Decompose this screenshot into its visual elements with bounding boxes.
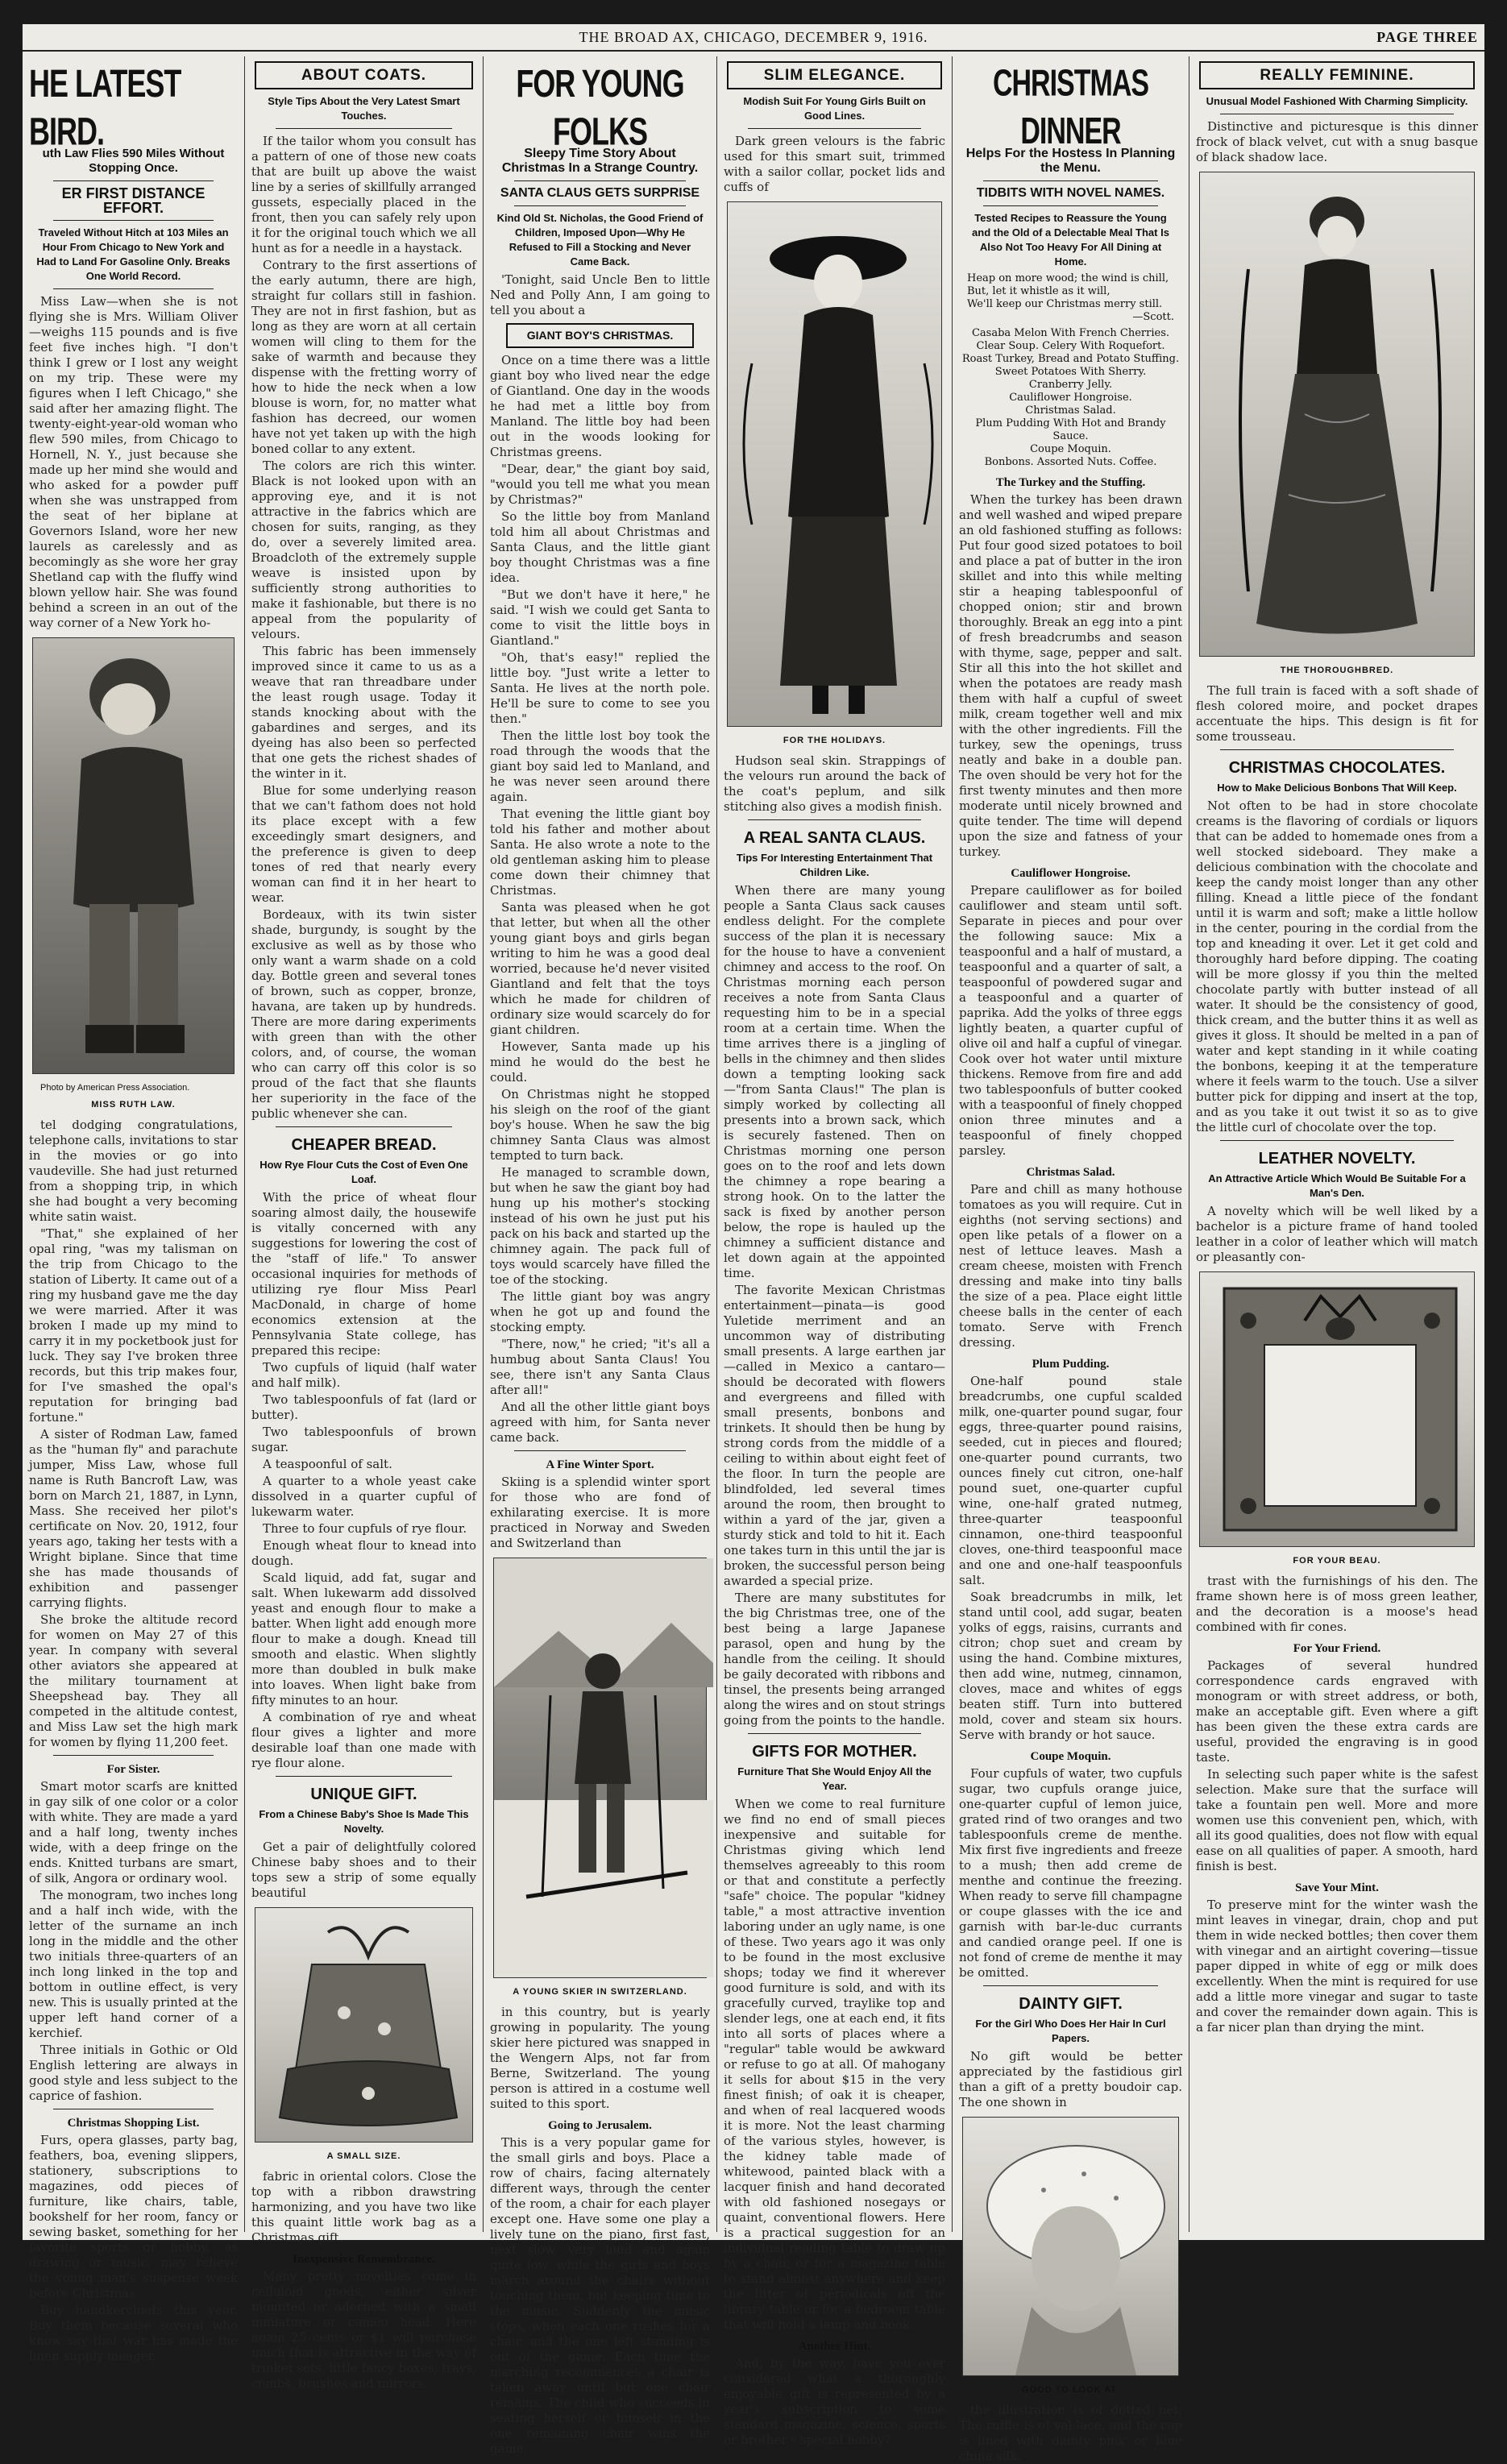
paragraph: Two tablespoonfuls of fat (lard or butter). bbox=[251, 1392, 476, 1422]
section-heading: Plum Pudding. bbox=[1032, 1358, 1110, 1371]
coats-body bbox=[251, 134, 476, 1122]
column-about-coats bbox=[245, 56, 484, 2391]
divider bbox=[53, 288, 214, 289]
woman-cap-icon bbox=[963, 2118, 1185, 2375]
paragraph: When the turkey has been drawn and well washed and wiped prepare an old fashioned stuffing as follows: Put four good sized potatoes to boil and place a pat of butter in the iron skillet and into this while melting stir a heaping tablespoonful of chopped onion; stir and brown thoroughly. Break an egg into a pint of fresh breadcrumbs and season with thyme, sage, pepper and salt. Stir all this into the hot skillet and when the potatoes are ready mash them with half a cupful of sweet milk, cream together well and mix with the other ingredients. Fill the turkey, sew the openings, truss neatly and bake in a double pan. The oven should be very hot for the first twenty minutes and then more moderate until nicely browned and quite tender. The time will depend upon the size and fatness of your turkey. bbox=[959, 492, 1182, 859]
picture-frame-icon bbox=[1200, 1272, 1480, 1546]
santa-body bbox=[724, 883, 945, 1728]
sport-body bbox=[490, 1475, 710, 1551]
menu-item: Cauliflower Hongroise. bbox=[1009, 392, 1132, 404]
deck: Helps For the Hostess In Planning the Menu. bbox=[965, 147, 1176, 175]
column-really-feminine bbox=[1189, 56, 1484, 2232]
paragraph: the illustration is of dotted net. The ruffle is of val lace, and the cap is lined with dainty pink or blue china silk. bbox=[959, 2403, 1182, 2463]
divider bbox=[1220, 749, 1454, 750]
divider bbox=[276, 128, 452, 129]
divider bbox=[276, 1126, 452, 1127]
paragraph: However, Santa made up his mind he would do the best he could. bbox=[490, 1039, 710, 1085]
paragraph: Two cupfuls of liquid (half water and half milk). bbox=[251, 1360, 476, 1390]
coupe-body bbox=[959, 1766, 1182, 1981]
dainty-body-2 bbox=[959, 2403, 1182, 2464]
deck: An Attractive Article Which Would Be Suitable For a Man's Den. bbox=[1208, 1172, 1466, 1199]
paragraph: Three to four cupfuls of rye flour. bbox=[263, 1521, 467, 1536]
poem-line: Heap on more wood; the wind is chill, bbox=[967, 272, 1169, 284]
deck: Style Tips About the Very Latest Smart Touches. bbox=[268, 95, 460, 122]
cauliflower-body bbox=[959, 883, 1182, 1159]
section-heading: Christmas Salad. bbox=[1026, 1166, 1115, 1179]
photo-caption: MISS RUTH LAW. bbox=[91, 1100, 176, 1110]
divider bbox=[983, 1985, 1158, 1986]
dainty-body bbox=[959, 2049, 1182, 2110]
photo-caption: A YOUNG SKIER IN SWITZERLAND. bbox=[513, 1987, 687, 1997]
paragraph: Three initials in Gothic or Old English lettering are always in good style and less subject to the caprice of fashion. bbox=[29, 2043, 238, 2103]
paragraph: Distinctive and picturesque is this dinner frock of black velvet, cut with a snug basque of black shadow lace. bbox=[1196, 119, 1478, 164]
divider bbox=[514, 205, 686, 206]
paragraph: "Dear, dear," the giant boy said, "would you tell me what you mean by Christmas?" bbox=[490, 462, 710, 507]
deck: Sleepy Time Story About Christmas In a Strange Country. bbox=[501, 147, 699, 175]
section-heading: Save Your Mint. bbox=[1295, 1881, 1379, 1894]
section-heading: The Turkey and the Stuffing. bbox=[995, 476, 1146, 489]
paragraph: Furs, opera glasses, party bag, feathers, boa, evening slippers, stationery, subscriptions to magazines, odd pieces of furniture, like chairs, table, bookshelf for her room, fancy or sewing basket, something for her favorite sports or hobby, as drawing or music, may relieve the young man's suspense week before Christmas. bbox=[29, 2133, 238, 2300]
paragraph: A combination of rye and wheat flour gives a lighter and more desirable loaf than one made with rye flour alone. bbox=[251, 1710, 476, 1770]
paragraph: Hudson seal skin. Strappings of the velours run around the back of the coat's peplum, and silk stitching also gives a modish finish. bbox=[724, 753, 945, 814]
section-headline: UNIQUE GIFT. bbox=[310, 1786, 417, 1803]
paragraph: The colors are rich this winter. Black is not looked upon with an approving eye, and it is not attractive in the fabrics which are chosen for suits, ranging, as they do, over a severely limited area. Broadcloth of the extremely supple weave is insisted upon by sufficiently strong authorities to make it fashionable, but there is no appeal from the popularity of velours. bbox=[251, 458, 476, 641]
gift-body-2 bbox=[251, 2169, 476, 2246]
headline: HE LATEST BIRD. bbox=[29, 60, 181, 154]
paragraph: Scald liquid, add fat, sugar and salt. When lukewarm add dissolved yeast and enough flour to make a batter. When light add enough more flour to make a dough. Knead till smooth and elastic. When slightly more than doubled in bulk make into loaves. When light bake from fifty minutes to an hour. bbox=[251, 1570, 476, 1707]
newspaper-page bbox=[23, 24, 1484, 2463]
page-number: PAGE THREE bbox=[1376, 29, 1478, 45]
photo-caption: FOR YOUR BEAU. bbox=[1293, 1556, 1381, 1566]
divider bbox=[748, 819, 921, 820]
column-christmas-dinner bbox=[953, 56, 1189, 2463]
paragraph: Buy handkerchiefs this year. Buy them because several who know say that war has made the linen supply meager. bbox=[29, 2303, 238, 2363]
photo-caption: FOR THE HOLIDAYS. bbox=[783, 736, 886, 745]
hint-body bbox=[724, 2356, 945, 2448]
deck-2: Kind Old St. Nicholas, the Good Friend of Children, Imposed Upon—Why He Refused to Fill a Stocking and Never Came Back. bbox=[496, 212, 704, 268]
section-heading: Inexpensive Remembrance. bbox=[293, 2253, 435, 2266]
divider bbox=[1220, 1140, 1454, 1141]
deck: Traveled Without Hitch at 103 Miles an Hour From Chicago to New York and Had to Land For Gasoline Only. Breaks One World Record. bbox=[36, 226, 230, 282]
illustration-leather-frame bbox=[1199, 1271, 1475, 1547]
divider bbox=[983, 205, 1158, 206]
menu-item: Casaba Melon With French Cherries. bbox=[971, 327, 1170, 339]
paragraph: fabric in oriental colors. Close the top with a ribbon drawstring harmonizing, and you have two like this quaint little work bag as a Christmas gift. bbox=[251, 2169, 476, 2245]
section-headline: LEATHER NOVELTY. bbox=[1258, 1150, 1416, 1168]
chocolate-body bbox=[1196, 799, 1478, 1135]
deck: Furniture That She Would Enjoy All the Year. bbox=[737, 1765, 932, 1792]
paragraph: "There, now," he cried; "it's all a humbug about Santa Claus! You see, there isn't any Santa Claus after all!" bbox=[490, 1337, 710, 1397]
section-heading: Christmas Shopping List. bbox=[67, 2117, 200, 2130]
work-bag-icon bbox=[255, 1908, 480, 2142]
section-heading: Cauliflower Hongroise. bbox=[1011, 867, 1131, 880]
dinner-frock-figure-icon bbox=[1200, 172, 1480, 656]
deck: Unusual Model Fashioned With Charming Simplicity. bbox=[1206, 95, 1468, 107]
article-body-2 bbox=[29, 1118, 238, 1750]
paragraph: Bordeaux, with its twin sister shade, burgundy, is sought by the exclusive as well as by those who only want a warm shade on a cold day. Bottle green and several tones of brown, such as copper, bronze, havana, are taken up by hundreds. There are more daring experiments with green than with the other colors, and, of course, the woman who can carry off this color is so proud of the fact that she flaunts her superiority in the face of the public whenever she can. bbox=[251, 907, 476, 1121]
menu-item: Sweet Potatoes With Sherry. bbox=[994, 366, 1147, 378]
column-young-folks bbox=[484, 56, 717, 2456]
column-latest-bird bbox=[23, 56, 245, 2363]
leather-body bbox=[1196, 1204, 1478, 1265]
paragraph: Once on a time there was a little giant boy who lived near the edge of Giantland. One day in the woods he had met a little boy from Manland. The little boy had been out in the woods looking for Christmas greens. bbox=[490, 353, 710, 459]
photo-ruth-law bbox=[32, 637, 235, 1074]
menu-item: Plum Pudding With Hot and Brandy Sauce. bbox=[975, 417, 1166, 442]
section-headline: DAINTY GIFT. bbox=[1019, 1995, 1123, 2013]
deck: From a Chinese Baby's Shoe Is Made This Novelty. bbox=[259, 1808, 469, 1835]
paragraph: A novelty which will be well liked by a bachelor is a picture frame of hand tooled leather in a color of leather which will match or pleasantly con- bbox=[1196, 1204, 1478, 1264]
paragraph: Pare and chill as many hothouse tomatoes as you will require. Cut in eighths (not serving sections) and open like petals of a flower on a nest of lettuce leaves. Mash a cream cheese, moisten with French dressing and make into tiny balls the size of a pea. Place eight little cheese balls in the center of each tomato. Serve with French dressing. bbox=[959, 1182, 1182, 1350]
paragraph: No gift would be better appreciated by the fastidious girl than a gift of a pretty boudoir cap. The one shown in bbox=[959, 2049, 1182, 2109]
divider bbox=[983, 180, 1158, 181]
section-heading: Another Hint. bbox=[798, 2340, 871, 2353]
paragraph: On Christmas night he stopped his sleigh on the roof of the giant boy's house. When he saw the big chimney Santa Claus was almost tempted to turn back. bbox=[490, 1087, 710, 1163]
section-headline: CHEAPER BREAD. bbox=[291, 1136, 437, 1154]
paragraph: Santa was pleased when he got that letter, but when all the other young giant boys and girls began writing to him he was a good deal worried, because he'd never visited Giantland and felt that the toys which he made for children of ordinary size would scarcely do for giant children. bbox=[490, 900, 710, 1037]
mother-body bbox=[724, 1797, 945, 2333]
divider bbox=[748, 1733, 921, 1734]
intro bbox=[1196, 119, 1478, 165]
mint-body bbox=[1196, 1898, 1478, 2035]
paragraph: Contrary to the first assertions of the early autumn, there are high, straight fur collars still in fashion. They are not in first fashion, but as long as they are worn at all certain women will cling to them for the sake of warmth and because they dispense with the fretting worry of how to hide the neck when a low blouse is worn, for, no matter what fashion has decreed, our women have not yet taken up with the high boned collar to any extent. bbox=[251, 258, 476, 456]
paragraph: She broke the altitude record for women on May 27 of this year. In company with several other aviators she appeared at the military tournament at Sheepshead bay. They all competed in the altitude contest, and Miss Law set the high mark for women by flying 11,200 feet. bbox=[29, 1612, 238, 1749]
paragraph: A sister of Rodman Law, famed as the "human fly" and parachute jumper, Miss Law, whose full name is Ruth Bancroft Law, was born on March 21, 1887, in Lynn, Mass. She received her pilot's certificate on Nov. 20, 1912, four years ago, taking her tests with a Wright biplane. Since that time she has made thousands of exhibition and passenger carrying flights. bbox=[29, 1427, 238, 1610]
columns bbox=[23, 56, 1484, 2463]
paragraph: So the little boy from Manland told him all about Christmas and Santa Claus, and the little giant boy thought Christmas was a fine idea. bbox=[490, 509, 710, 585]
paragraph: Smart motor scarfs are knitted in gay silk of one color or a color with white. They are made a yard and a half long, twenty inches wide, with a deep fringe on the ends. Knitted turbans are smart, of silk, Angora or ordinary wool. bbox=[29, 1779, 238, 1885]
section-headline: GIFTS FOR MOTHER. bbox=[752, 1743, 917, 1761]
inexp-body bbox=[251, 2269, 476, 2391]
headline: FOR YOUNG FOLKS bbox=[516, 60, 684, 154]
frock-body bbox=[1196, 683, 1478, 745]
leather-body-2 bbox=[1196, 1574, 1478, 1635]
paragraph: "But we don't have it here," he said. "I wish we could get Santa to come to visit the little boys in Giantland." bbox=[490, 587, 710, 648]
poem-line: We'll keep our Christmas merry still. bbox=[967, 298, 1163, 310]
paragraph: Packages of several hundred correspondence cards engraved with monogram or with street address, or both, make an acceptable gift. Even where a gift has been given the these extra cards are useful, provided the engraving is in good taste. bbox=[1196, 1658, 1478, 1765]
friend-body bbox=[1196, 1658, 1478, 1874]
column-slim-elegance bbox=[717, 56, 953, 2447]
paragraph: The monogram, two inches long and a half inch wide, with the letter of the surname an inch long in the middle and the other two initials three-quarters of an inch long linked in the top and bottom in outline effect, is very new. This is usually printed at the upper left hand corner of a kerchief. bbox=[29, 1888, 238, 2040]
illustration-girl-suit bbox=[727, 201, 942, 727]
section-headline: CHRISTMAS CHOCOLATES. bbox=[1228, 759, 1446, 777]
photo-credit: Photo by American Press Association. bbox=[40, 1083, 190, 1093]
headline: CHRISTMAS DINNER bbox=[992, 63, 1149, 152]
deck: How Rye Flour Cuts the Cost of Even One Loaf. bbox=[259, 1159, 468, 1185]
suit-body bbox=[724, 753, 945, 815]
jerusalem-body bbox=[490, 2135, 710, 2457]
section-heading: For Your Friend. bbox=[1293, 1642, 1381, 1655]
divider bbox=[514, 1450, 686, 1451]
subhead: TIDBITS WITH NOVEL NAMES. bbox=[976, 186, 1165, 200]
paragraph: Dark green velours is the fabric used for this smart suit, trimmed with a sailor collar, pocket lids and cuffs of bbox=[724, 134, 945, 194]
paragraph: Enough wheat flour to knead into dough. bbox=[251, 1538, 476, 1568]
paragraph: Blue for some underlying reason that we can't fathom does not hold its place except with a few exceedingly smart designers, and the preference is given to deep tones of red that nearly every woman can find it in her heart to wear. bbox=[251, 783, 476, 905]
paragraph: When we come to real furniture we find no end of small pieces inexpensive and suitable for Christmas giving which lend themselves agreeably to this room or that and constitute a perfectly "safe" choice. The popular "kidney table," a most attractive invention laboring under an ugly name, is one of these. Two years ago it was only to be found in the most exclusive shops; today we find it wherever good furniture is sold, and with its gracefully curved, traylike top and slender legs, one at each end, it fits into all sorts of places where a "regular" table would be awkward or refuse to go at all. Of mahogany it sells for about $15 in the very finest finish; of oak it is cheaper, and when of real lacquered woods it is more. Not the least charming of the various styles, however, is the kidney table made of whitewood, painted black with a lacquer finish and hand decorated with old fashioned nosegays or quaint, conventional flowers. Here is a practical suggestion for an individual reading table to draw up by a chair, or for a magazine table to stand almost anywhere and keep the litter of periodicals off the library table or for a bedroom table that will hold a lamp and book. bbox=[724, 1797, 945, 2332]
photo-caption: THE THOROUGHBRED. bbox=[1280, 666, 1394, 675]
paragraph: A teaspoonful of salt. bbox=[263, 1457, 392, 1471]
paragraph: Many pretty novelties come in celluloid goods, either silver mounted or adorned with a small miniature or cameo head. Here again 25 cents or $1 will purchase much that is attractive in the way of trinket sets, little fancy boxes, trays, combs, brushes and mirrors. bbox=[251, 2269, 476, 2391]
paragraph: Miss Law—when she is not flying she is Mrs. William Oliver—weighs 115 pounds and is five feet five inches high. "I don't think I grew or I lost any weight on my trip. These were my figures when I left Chicago," she said after her amazing flight. The twenty-eight-year-old woman who flew 590 miles, from Chicago to Hornell, N. Y., just because she made up her mind she would and who asked for a powder puff when she was unstrapped from the seat of her biplane at Governors Island, wore her new laurels as carelessly and as becomingly as she wore her gray Shetland cap with the fluffy wind blown yellow hair. She was found behind a screen in an out of the way corner of a New York ho- bbox=[29, 294, 238, 630]
deck-2: Tested Recipes to Reassure the Young and the Old of a Delectable Meal That Is Also Not Too Heavy For All Dining at Home. bbox=[972, 212, 1169, 268]
paragraph: Then the little lost boy took the road through the woods that the giant boy said led to Manland, and he was never seen around there again. bbox=[490, 728, 710, 804]
menu-item: Christmas Salad. bbox=[1025, 404, 1116, 417]
paragraph: He managed to scramble down, but when he saw the giant boy had hung up his mother's stocking instead of his own he just put his pack on his back and started up the chimney again. The pack full of toys would scarcely have filled the toe of the stocking. bbox=[490, 1165, 710, 1287]
paragraph: One-half pound stale breadcrumbs, one cupful scalded milk, one-quarter pound sugar, four eggs, three-quarter pound raisins, seeded, cut in pieces and floured; one-quarter pound currants, two ounces finely cut citron, one-half pound suet, one-quarter cupful wine, one-half grated nutmeg, three-quarter teaspoonful cinnamon, one-third teaspoonful cloves, one-third teaspoonful mace and one and one-half teaspoonfuls salt. bbox=[959, 1374, 1182, 1587]
deck: How to Make Delicious Bonbons That Will Keep. bbox=[1217, 782, 1457, 794]
paragraph: Soak breadcrumbs in milk, let stand until cool, add sugar, beaten yolks of eggs, raisins, currants and citron; chop suet and cream by using the hand. Combine mixtures, then add wine, nutmeg, cinnamon, cloves, mace and whites of eggs beaten stiff. Turn into buttered mold, cover and steam six hours. Serve with brandy or hot sauce. bbox=[959, 1590, 1182, 1742]
menu-list bbox=[959, 327, 1182, 469]
skier-figure-icon bbox=[494, 1558, 713, 1977]
paragraph: In selecting such paper white is the safest selection. Make sure that the surface will take a fountain pen well. More and more women use this convenient pen, which, with all its good qualities, does not flow with equal ease on all qualities of paper. A smooth, hard finish is best. bbox=[1196, 1767, 1478, 1873]
deck: For the Girl Who Does Her Hair In Curl Papers. bbox=[975, 2018, 1166, 2044]
story-title-box: GIANT BOY'S CHRISTMAS. bbox=[506, 323, 694, 348]
paragraph: Prepare cauliflower as for boiled cauliflower and steam until soft. Separate in pieces and pour over the following sauce: Mix a teaspoonful and a half of mustard, a teaspoonful and a quarter of salt, a teaspoonful of powdered sugar and a teaspoonful and a quarter of paprika. Add the yolks of three eggs lightly beaten, a quarter cupful of olive oil and half a cupful of vinegar. Cook over hot water until mixture thickens. Remove from fire and add two tablespoonfuls of butter cooked with a teaspoonful of finely chopped onion three minutes and a teaspoonful of finely chopped parsley. bbox=[959, 883, 1182, 1158]
subhead-2: ER FIRST DISTANCE EFFORT. bbox=[61, 185, 206, 216]
section-heading: For Sister. bbox=[106, 1763, 160, 1776]
aviator-figure-icon bbox=[33, 638, 241, 1073]
divider bbox=[53, 220, 214, 221]
paragraph: Get a pair of delightfully colored Chinese baby shoes and to their tops sew a strip of some equally beautiful bbox=[251, 1840, 476, 1900]
bread-body bbox=[251, 1190, 476, 1771]
paragraph: Four cupfuls of water, two cupfuls sugar, two cupfuls orange juice, one-quarter cupful of lemon juice, grated rind of two oranges and two tablespoonfuls creme de menthe. Mix first five ingredients and freeze to a mush; then add creme de menthe and continue the freezing. When ready to serve fill champagne or coupe glasses with the ice and garnish with bar-le-duc currants and candied orange peel. If one is not fond of creme de menthe it may be omitted. bbox=[959, 1766, 1182, 1980]
paragraph: Not often to be had in store chocolate creams is the flavoring of cordials or liquors that can be added to homemade ones from a well stocked sideboard. They make a delicious combination with the chocolate and keep the candy moist longer than any other filling. Knead a little piece of the fondant until it is warm and soft; make a little hollow in the center, pouring in the cordial from the top and kneading it over. Let it get cold and thoroughly hard before dipping. The coating will be more glossy if you thin the melted chocolate partly with butter instead of all water. It should be the consistency of good, thick cream, and the butter thins it as well as gives it gloss. It should be melted in a pan of water and kept standing in it while coating the bonbons, keeping it at the temperature where it feels warm to the touch. Use a silver butter pick for dipping and insert at the top, and as you take it out twist it so as to give the little curl of chocolate over the top. bbox=[1196, 799, 1478, 1135]
paragraph: "That," she explained of her opal ring, "was my talisman on the trip from Chicago to the station of Liberty. It came out of a ring my husband gave me the day we were married. After it was broken I made up my mind to carry it in my pocketbook just for luck. They say I've broken three records, but this trip makes four, for I've smashed the opal's reputation for bringing bad fortune." bbox=[29, 1226, 238, 1425]
menu-item: Clear Soup. Celery With Roquefort. bbox=[976, 340, 1165, 352]
story-body bbox=[490, 353, 710, 1446]
headline-box: REALLY FEMININE. bbox=[1199, 61, 1475, 89]
paragraph: Two tablespoonfuls of brown sugar. bbox=[251, 1425, 476, 1454]
divider bbox=[53, 180, 214, 181]
plum-body bbox=[959, 1374, 1182, 1743]
illustration-shoe-bag bbox=[255, 1907, 473, 2143]
section-heading: Going to Jerusalem. bbox=[548, 2119, 652, 2132]
menu-item: Coupe Moquin. bbox=[1030, 443, 1111, 455]
illustration-dinner-frock bbox=[1199, 172, 1475, 657]
poem bbox=[967, 272, 1174, 324]
paragraph: When there are many young people a Santa Claus sack causes endless delight. For the complete success of the plan it is necessary for the house to have a convenient chimney and access to the roof. On Christmas morning each person receives a note from Santa Claus requesting him to be in a special room at a certain time. When the time arrives there is a jingling of bells in the chimney and then slides down a tempting looking sack—"from Santa Claus!" The plan is simply worked by collecting all presents into a brown sack, which is securely fastened. Then on Christmas morning one person goes on to the roof and lets down the chimney a rope bearing a strong hook. On to the latter the sack is fixed by another person below, the rope is hauled up the chimney a sufficient distance and let down again at the appointed time. bbox=[724, 883, 945, 1280]
photo-boudoir-cap bbox=[962, 2117, 1179, 2376]
paragraph: tel dodging congratulations, telephone calls, invitations to star in the movies or go into vaudeville. She had just returned from a shopping trip, in which she had bought a very becoming white satin waist. bbox=[29, 1118, 238, 1224]
headline-box: ABOUT COATS. bbox=[255, 61, 473, 89]
sister-body bbox=[29, 1779, 238, 2104]
masthead-line: THE BROAD AX, CHICAGO, DECEMBER 9, 1916. bbox=[579, 29, 928, 45]
poem-attribution: —Scott. bbox=[1132, 311, 1174, 323]
gift-body bbox=[251, 1840, 476, 1901]
photo-young-skier bbox=[493, 1558, 707, 1978]
paragraph: There are many substitutes for the big Christmas tree, one of the best being a large Japanese parasol, open and hung by the handle from the ceiling. It should be gaily decorated with ribbons and tinsel, the presents being arranged along the wires and on stout strings going from the points to the handle. bbox=[724, 1591, 945, 1728]
shop-body bbox=[29, 2133, 238, 2364]
paragraph: in this country, but is yearly growing in popularity. The young skier here pictured was snapped in the Wengern Alps, not far from Berne, Switzerland. The young person is attired in a costume well suited to this sport. bbox=[490, 2005, 710, 2111]
deck: Tips For Interesting Entertainment That Children Like. bbox=[736, 852, 933, 878]
paragraph: To preserve mint for the winter wash the mint leaves in vinegar, drain, chop and put them in wide necked bottles; then cover them with vinegar and an airtight covering—tissue paper dipped in white of egg or milk does excellently. When the mint is required for use add a little more vinegar and sugar to taste and cover the remainder down again. This is a far nicer plan than drying the mint. bbox=[1196, 1898, 1478, 2035]
menu-item: Roast Turkey, Bread and Potato Stuffing. bbox=[961, 353, 1180, 365]
paragraph: This is a very popular game for the small girls and boys. Place a row of chairs, facing alternately different ways, through the center of the room, a chair for each player except one. Have some one play a lively tune on the piano, first fast, next slow, very loud and again quite low, while the girls and boys march around the chairs without touching them, but keeping time to the music. Suddenly the music stops, when each one rushes for a chair, and the one left standing is out of the game. Each time the marching recommences a chair is taken away until but one chair remains. The child who succeeds in seating herself or himself in the one remaining chair wins the game. bbox=[490, 2135, 710, 2456]
paragraph: trast with the furnishings of his den. The frame shown here is of moss green leather, and the decoration is a moose's head combined with fir cones. bbox=[1196, 1574, 1478, 1634]
section-heading: Coupe Moquin. bbox=[1030, 1750, 1111, 1763]
poem-line: But, let it whistle as it will, bbox=[967, 285, 1111, 297]
subhead: uth Law Flies 590 Miles Without Stopping Once. bbox=[42, 147, 225, 175]
paragraph: "Oh, that's easy!" replied the little boy. "Just write a letter to Santa. He lives at the north pole. He'll be sure to come to see you then." bbox=[490, 650, 710, 726]
turkey-body bbox=[959, 492, 1182, 860]
menu-item: Bonbons. Assorted Nuts. Coffee. bbox=[984, 456, 1157, 468]
subhead: SANTA CLAUS GETS SURPRISE bbox=[500, 186, 700, 200]
menu-item: Cranberry Jelly. bbox=[1028, 379, 1113, 391]
intro bbox=[724, 134, 945, 195]
paragraph: That evening the little giant boy told his father and mother about Santa. He also wrote a note to the old gentleman asking him to please come down their chimney that Christmas. bbox=[490, 807, 710, 898]
photo-caption: A SMALL SIZE. bbox=[326, 2151, 401, 2161]
headline-box: SLIM ELEGANCE. bbox=[727, 61, 942, 89]
paragraph: The full train is faced with a soft shade of flesh colored moire, and pocket drapes accentuate the hips. This design is fit for some trousseau. bbox=[1196, 683, 1478, 744]
paragraph: And all the other little giant boys agreed with him, for Santa never came back. bbox=[490, 1400, 710, 1445]
divider bbox=[53, 1755, 214, 1756]
paragraph: A quarter to a whole yeast cake dissolved in a quarter cupful of lukewarm water. bbox=[251, 1474, 476, 1519]
paragraph: 'Tonight, said Uncle Ben to little Ned and Polly Ann, I am going to tell you about a bbox=[490, 272, 710, 317]
paragraph: This fabric has been immensely improved since it came to us as a weave that ran threadbare under the least rough usage. Today it stands knocking about with the gabardines and serges, and its dyeing has also been so perfected that one gets the richest shades of the winter in it. bbox=[251, 644, 476, 781]
paragraph: The favorite Mexican Christmas entertainment—pinata—is good Yuletide merriment and an uncommon way of distributing small presents. A large earthen jar—called in Mexico a cantaro—should be decorated with flowers and evergreens and filled with small presents, bonbons and trinkets. It should then be hung by strong cords from the middle of a ceiling to within about eight feet of the floor. In turn the people are blindfolded, led several times around the room, then brought to within a yard of the jar, given a sturdy stick and told to hit it. Each one takes turn in this until the jar is broken, the successful person being awarded a special prize. bbox=[724, 1283, 945, 1588]
divider bbox=[514, 180, 686, 181]
intro bbox=[490, 272, 710, 318]
paragraph: And, by the way, have you ever considered what a thoroughly enjoyable gift is represented by a year's subscription to some standard magazine, science, sports or brother's special hobby? bbox=[724, 2356, 945, 2447]
paragraph: The little giant boy was angry when he got up and found the stocking empty. bbox=[490, 1289, 710, 1334]
section-heading: A Fine Winter Sport. bbox=[546, 1458, 654, 1471]
section-headline: A REAL SANTA CLAUS. bbox=[743, 829, 926, 847]
woman-suit-figure-icon bbox=[728, 202, 949, 726]
running-head bbox=[23, 24, 1484, 52]
article-body bbox=[29, 294, 238, 631]
paragraph: With the price of wheat flour soaring almost daily, the housewife is vitally concerned with any suggestions for lowering the cost of the "staff of life." To answer occasional inquiries for methods of utilizing rye flour Miss Pearl MacDonald, in charge of home economics extension at the Pennsylvania State college, has prepared this recipe: bbox=[251, 1190, 476, 1358]
paragraph: If the tailor whom you consult has a pattern of one of those new coats that are built up above the waist line by a series of skillfully arranged gussets, especially placed in the front, then you can safely rely upon it for the original touch which we all hunt as for a needle in a haystack. bbox=[251, 134, 476, 255]
sport-body-2 bbox=[490, 2005, 710, 2112]
salad-body bbox=[959, 1182, 1182, 1350]
deck: Modish Suit For Young Girls Built on Good Lines. bbox=[743, 95, 926, 122]
divider bbox=[748, 128, 921, 129]
divider bbox=[276, 1776, 452, 1777]
paragraph: Skiing is a splendid winter sport for those who are fond of exhilarating exercise. It is more practiced in Norway and Sweden and Switzerland than bbox=[490, 1475, 710, 1550]
photo-caption: GOOD TO LOOK AT. bbox=[1022, 2385, 1119, 2395]
